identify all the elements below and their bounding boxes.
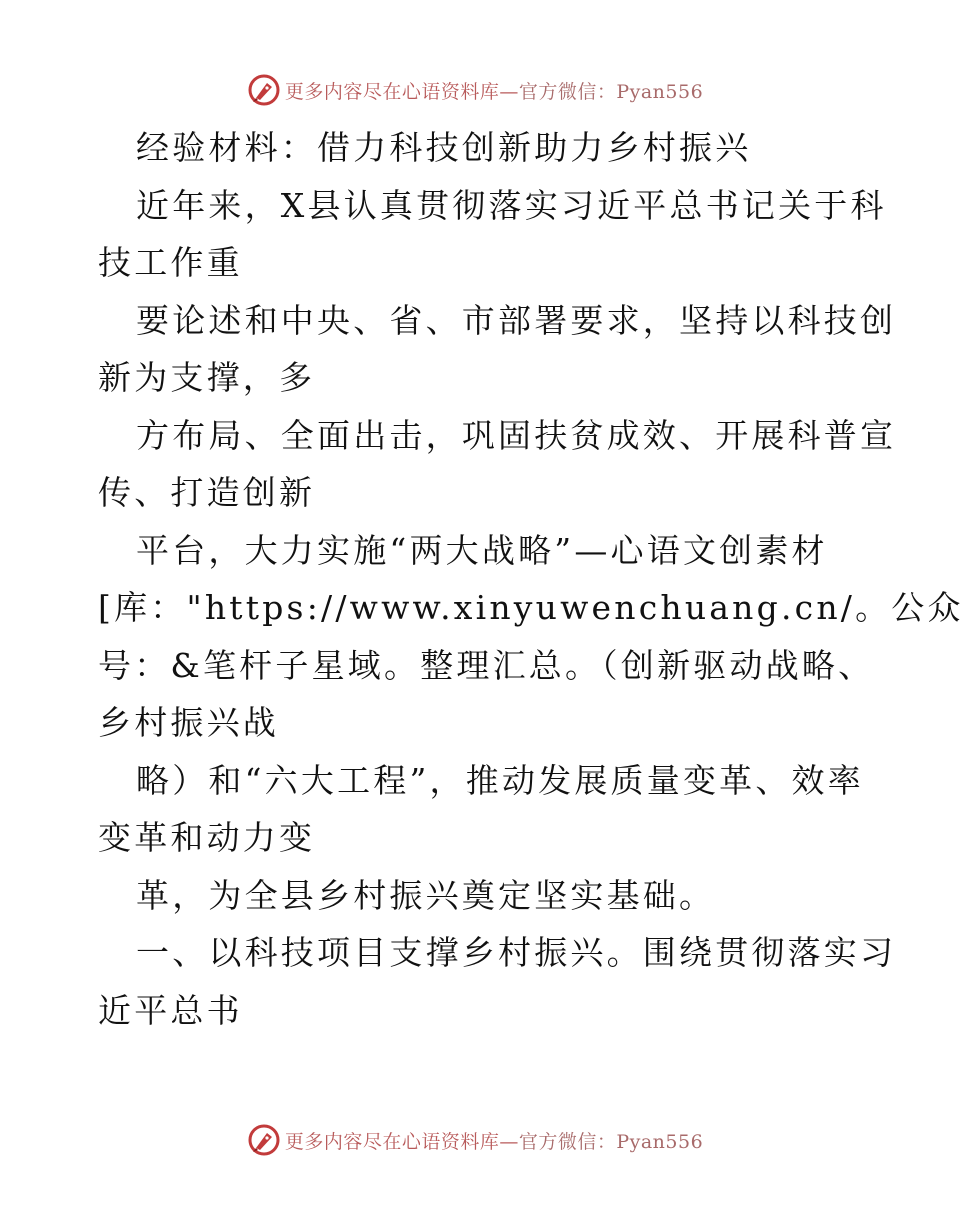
document-body xyxy=(98,119,964,1039)
paragraph-line: 近年来，X县认真贯彻落实习近平总书记关于科 xyxy=(136,185,887,225)
paragraph-line: 一、以科技项目支撑乡村振兴。围绕贯彻落实习 xyxy=(136,933,897,972)
watermark-text: 更多内容尽在心语资料库 xyxy=(284,80,500,103)
watermark-wechat: 官方微信：Pyan556 xyxy=(518,80,704,103)
watermark-dash: — xyxy=(499,1130,519,1153)
paragraph-line: 要论述和中央、省、市部署要求，坚持以科技创 xyxy=(136,300,897,340)
paragraph-line: 平台，大力实施“两大战略”—心语文创素材 xyxy=(136,530,828,570)
footer-watermark xyxy=(0,1120,950,1160)
paragraph-line: [库："https://www.xinyuwenchuang.cn/。公众 xyxy=(98,588,964,627)
watermark-dash: — xyxy=(499,80,519,103)
header-watermark xyxy=(0,70,950,110)
paragraph-line: 近平总书 xyxy=(98,990,243,1030)
paragraph-line: 变革和动力变 xyxy=(98,818,316,857)
pen-nib-circle-icon xyxy=(247,73,281,107)
watermark-text: 更多内容尽在心语资料库 xyxy=(284,1130,500,1153)
paragraph-line: 略）和“六大工程”，推动发展质量变革、效率 xyxy=(136,760,864,800)
paragraph-line: 号：&笔杆子星域。整理汇总。（创新驱动战略、 xyxy=(98,645,875,685)
paragraph-line: 技工作重 xyxy=(98,243,243,282)
watermark-wechat: 官方微信：Pyan556 xyxy=(518,1130,704,1153)
paragraph-line: 方布局、全面出击，巩固扶贫成效、开展科普宣 xyxy=(136,415,897,455)
paragraph-line: 新为支撑，多 xyxy=(98,358,316,397)
paragraph-line: 传、打造创新 xyxy=(98,473,316,512)
paragraph-line: 乡村振兴战 xyxy=(98,703,279,742)
paragraph-line: 革，为全县乡村振兴奠定坚实基础。 xyxy=(136,875,716,915)
pen-nib-circle-icon xyxy=(247,1123,281,1157)
document-title: 经验材料：借力科技创新助力乡村振兴 xyxy=(136,128,752,167)
